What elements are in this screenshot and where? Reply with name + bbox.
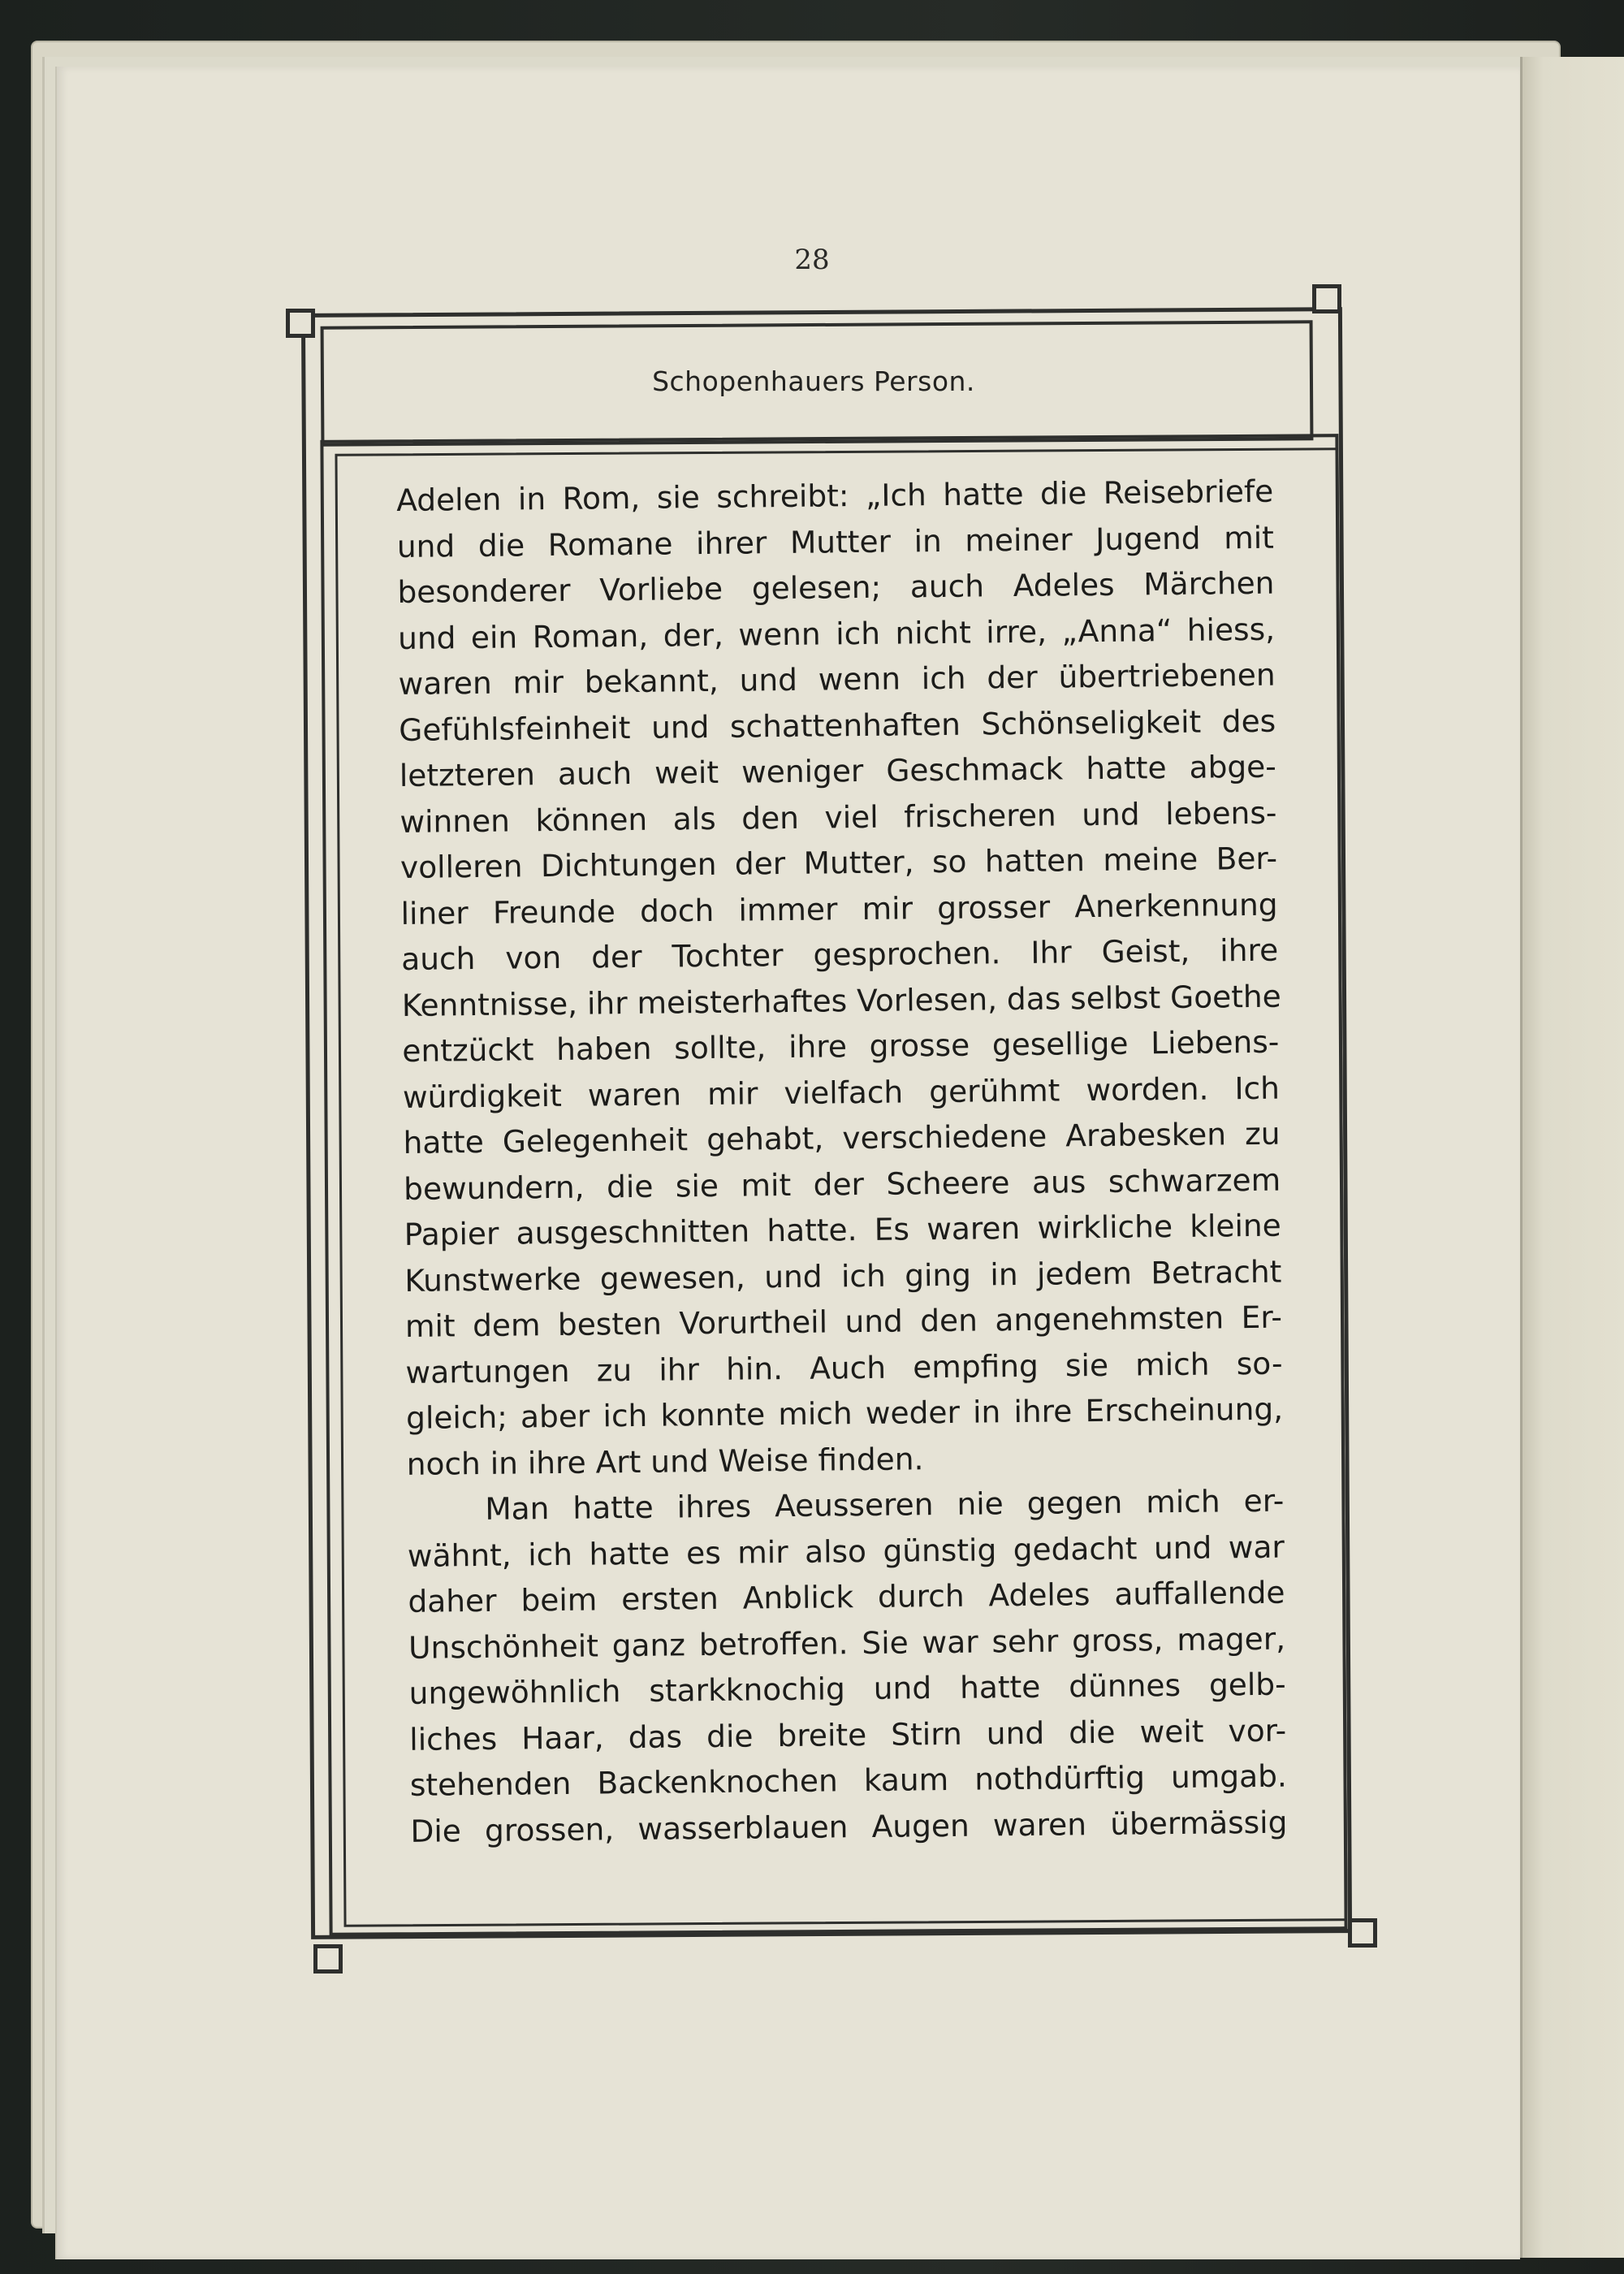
text-line: mit dem besten Vorurtheil und den angenehmsten Er-	[404, 1299, 1283, 1344]
body-text	[396, 469, 1288, 1854]
text-line: noch in ihre Art und Weise finden.	[406, 1440, 924, 1482]
text-line: Unschönheit ganz betroffen. Sie war sehr gross, mager,	[408, 1620, 1286, 1666]
text-line: Man hatte ihres Aeusseren nie gegen mich er-	[485, 1482, 1285, 1527]
text-line: Adelen in Rom, sie schreibt: „Ich hatte die Reisebriefe	[396, 473, 1274, 518]
text-line: liner Freunde doch immer mir grosser Anerkennung	[400, 886, 1278, 932]
page-number: 28	[794, 244, 830, 276]
text-line: und die Romane ihrer Mutter in meiner Jugend mit	[396, 519, 1275, 564]
text-line: waren mir bekannt, und wenn ich der übertriebenen	[398, 656, 1276, 702]
text-line: wartungen zu ihr hin. Auch empfing sie mich so-	[405, 1345, 1283, 1390]
text-line: auch von der Tochter gesprochen. Ihr Geist, ihre	[400, 932, 1279, 977]
text-line: gleich; aber ich konnte mich weder in ihre Erscheinung,	[405, 1390, 1284, 1436]
text-line: hatte Gelegenheit gehabt, verschiedene Arabesken zu	[403, 1115, 1281, 1161]
text-line: ungewöhnlich starkknochig und hatte dünnes gelb-	[408, 1666, 1286, 1711]
frame-corner-bottom-right	[1348, 1918, 1377, 1948]
text-line: letzteren auch weit weniger Geschmack hatte abge-	[399, 748, 1277, 793]
text-line: Papier ausgeschnitten hatte. Es waren wirkliche kleine	[404, 1207, 1281, 1252]
text-line: winnen können als den viel frischeren und lebens-	[400, 794, 1277, 840]
text-line: stehenden Backenknochen kaum nothdürftig umgab.	[409, 1757, 1288, 1803]
frame-corner-top-right	[1312, 284, 1341, 313]
frame-corner-top-left	[286, 309, 315, 338]
text-line: entzückt haben sollte, ihre grosse gesellige Liebens-	[402, 1023, 1280, 1069]
frame-corner-bottom-left	[313, 1944, 343, 1974]
text-line: Die grossen, wasserblauen Augen waren übermässig	[410, 1804, 1288, 1849]
facing-page-edge	[1520, 57, 1624, 2258]
text-line: volleren Dichtungen der Mutter, so hatten meine Ber-	[400, 840, 1278, 885]
text-line: Kunstwerke gewesen, und ich ging in jedem Betracht	[404, 1253, 1282, 1299]
text-line: Kenntnisse, ihr meisterhaftes Vorlesen, das selbst Goethe	[401, 978, 1281, 1023]
text-line: Gefühlsfeinheit und schattenhaften Schönseligkeit des	[399, 703, 1276, 748]
running-head: Schopenhauers Person.	[652, 365, 975, 397]
text-line: besonderer Vorliebe gelesen; auch Adeles Märchen	[397, 564, 1275, 610]
text-line: würdigkeit waren mir vielfach gerühmt worden. Ich	[402, 1070, 1281, 1115]
text-line: und ein Roman, der, wenn ich nicht irre, „Anna“ hiess,	[397, 611, 1276, 656]
text-line: liches Haar, das die breite Stirn und die weit vor-	[409, 1712, 1287, 1757]
text-line: wähnt, ich hatte es mir also günstig gedacht und war	[407, 1528, 1285, 1574]
text-line: daher beim ersten Anblick durch Adeles auffallende	[408, 1574, 1285, 1619]
text-line: bewundern, die sie mit der Scheere aus schwarzem	[403, 1161, 1281, 1207]
